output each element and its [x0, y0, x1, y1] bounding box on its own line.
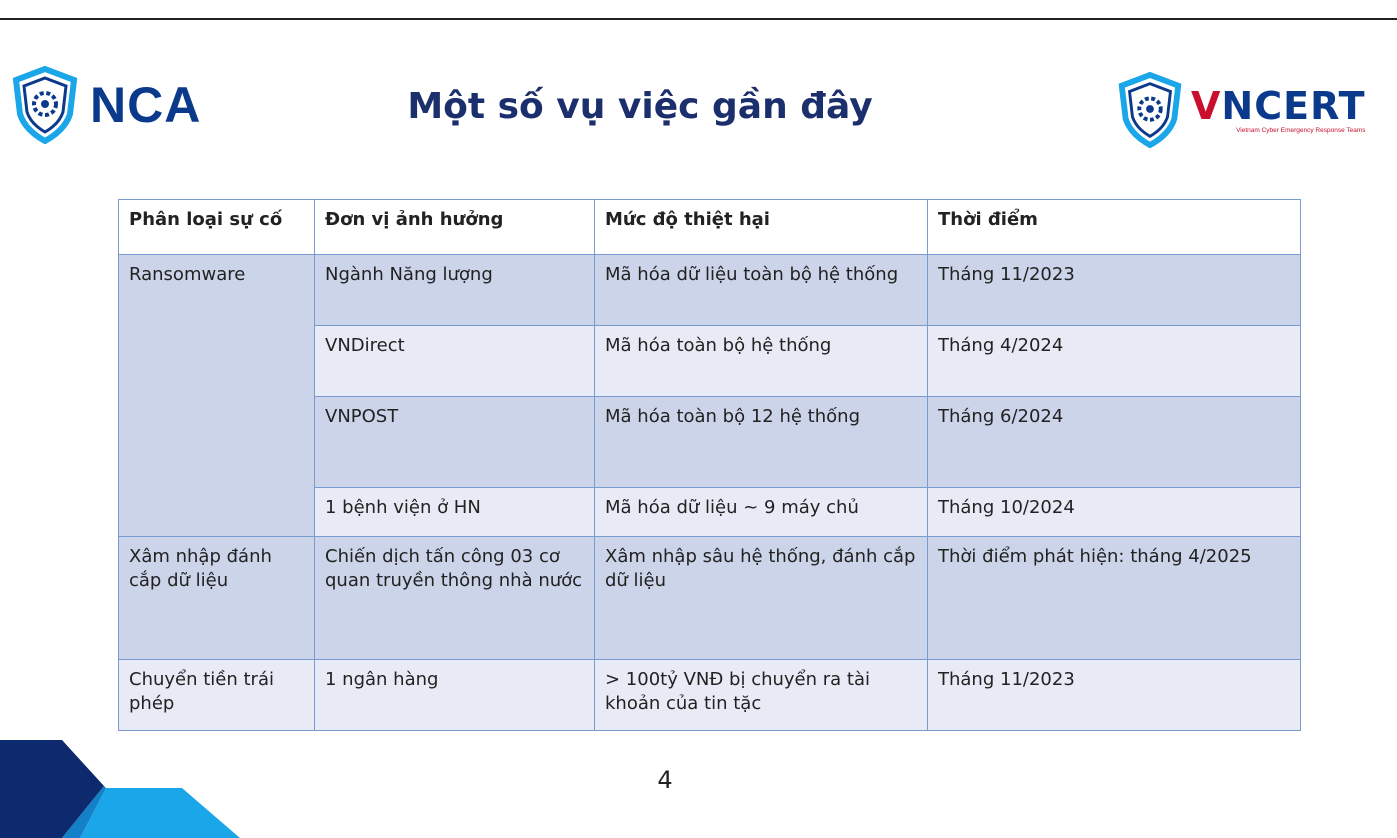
category-cell: Chuyển tiền trái phép [119, 660, 315, 731]
damage-cell: > 100tỷ VNĐ bị chuyển ra tài khoản của tin tặc [595, 660, 928, 731]
vncert-tagline: Vietnam Cyber Emergency Response Teams [1236, 127, 1366, 134]
header-category: Phân loại sự cố [119, 200, 315, 255]
unit-cell: 1 bệnh viện ở HN [315, 488, 595, 537]
shield-gear-icon [1115, 72, 1185, 148]
table-row [119, 660, 1301, 731]
time-cell: Tháng 11/2023 [928, 660, 1301, 731]
time-cell: Tháng 10/2024 [928, 488, 1301, 537]
page-number: 4 [657, 766, 673, 794]
incidents-table [118, 199, 1301, 731]
unit-cell: VNDirect [315, 326, 595, 397]
damage-cell: Mã hóa toàn bộ hệ thống [595, 326, 928, 397]
unit-cell: 1 ngân hàng [315, 660, 595, 731]
nca-logo-text: NCA [90, 77, 202, 133]
unit-cell: VNPOST [315, 397, 595, 488]
damage-cell: Xâm nhập sâu hệ thống, đánh cắp dữ liệu [595, 537, 928, 660]
table-row [119, 537, 1301, 660]
table-row [119, 255, 1301, 326]
header-time: Thời điểm [928, 200, 1301, 255]
vncert-logo [1115, 72, 1366, 148]
corner-decoration [0, 740, 240, 838]
vncert-logo-text: VNCERT [1191, 84, 1366, 128]
unit-cell: Chiến dịch tấn công 03 cơ quan truyền thông nhà nước [315, 537, 595, 660]
damage-cell: Mã hóa dữ liệu ~ 9 máy chủ [595, 488, 928, 537]
top-divider [0, 18, 1397, 20]
time-cell: Tháng 6/2024 [928, 397, 1301, 488]
header-unit: Đơn vị ảnh hưởng [315, 200, 595, 255]
time-cell: Tháng 4/2024 [928, 326, 1301, 397]
category-cell: Ransomware [119, 255, 315, 537]
unit-cell: Ngành Năng lượng [315, 255, 595, 326]
slide-title: Một số vụ việc gần đây [407, 86, 873, 127]
time-cell: Tháng 11/2023 [928, 255, 1301, 326]
category-cell: Xâm nhập đánh cắp dữ liệu [119, 537, 315, 660]
damage-cell: Mã hóa dữ liệu toàn bộ hệ thống [595, 255, 928, 326]
header-damage: Mức độ thiệt hại [595, 200, 928, 255]
damage-cell: Mã hóa toàn bộ 12 hệ thống [595, 397, 928, 488]
time-cell: Thời điểm phát hiện: tháng 4/2025 [928, 537, 1301, 660]
table-header-row [119, 200, 1301, 255]
